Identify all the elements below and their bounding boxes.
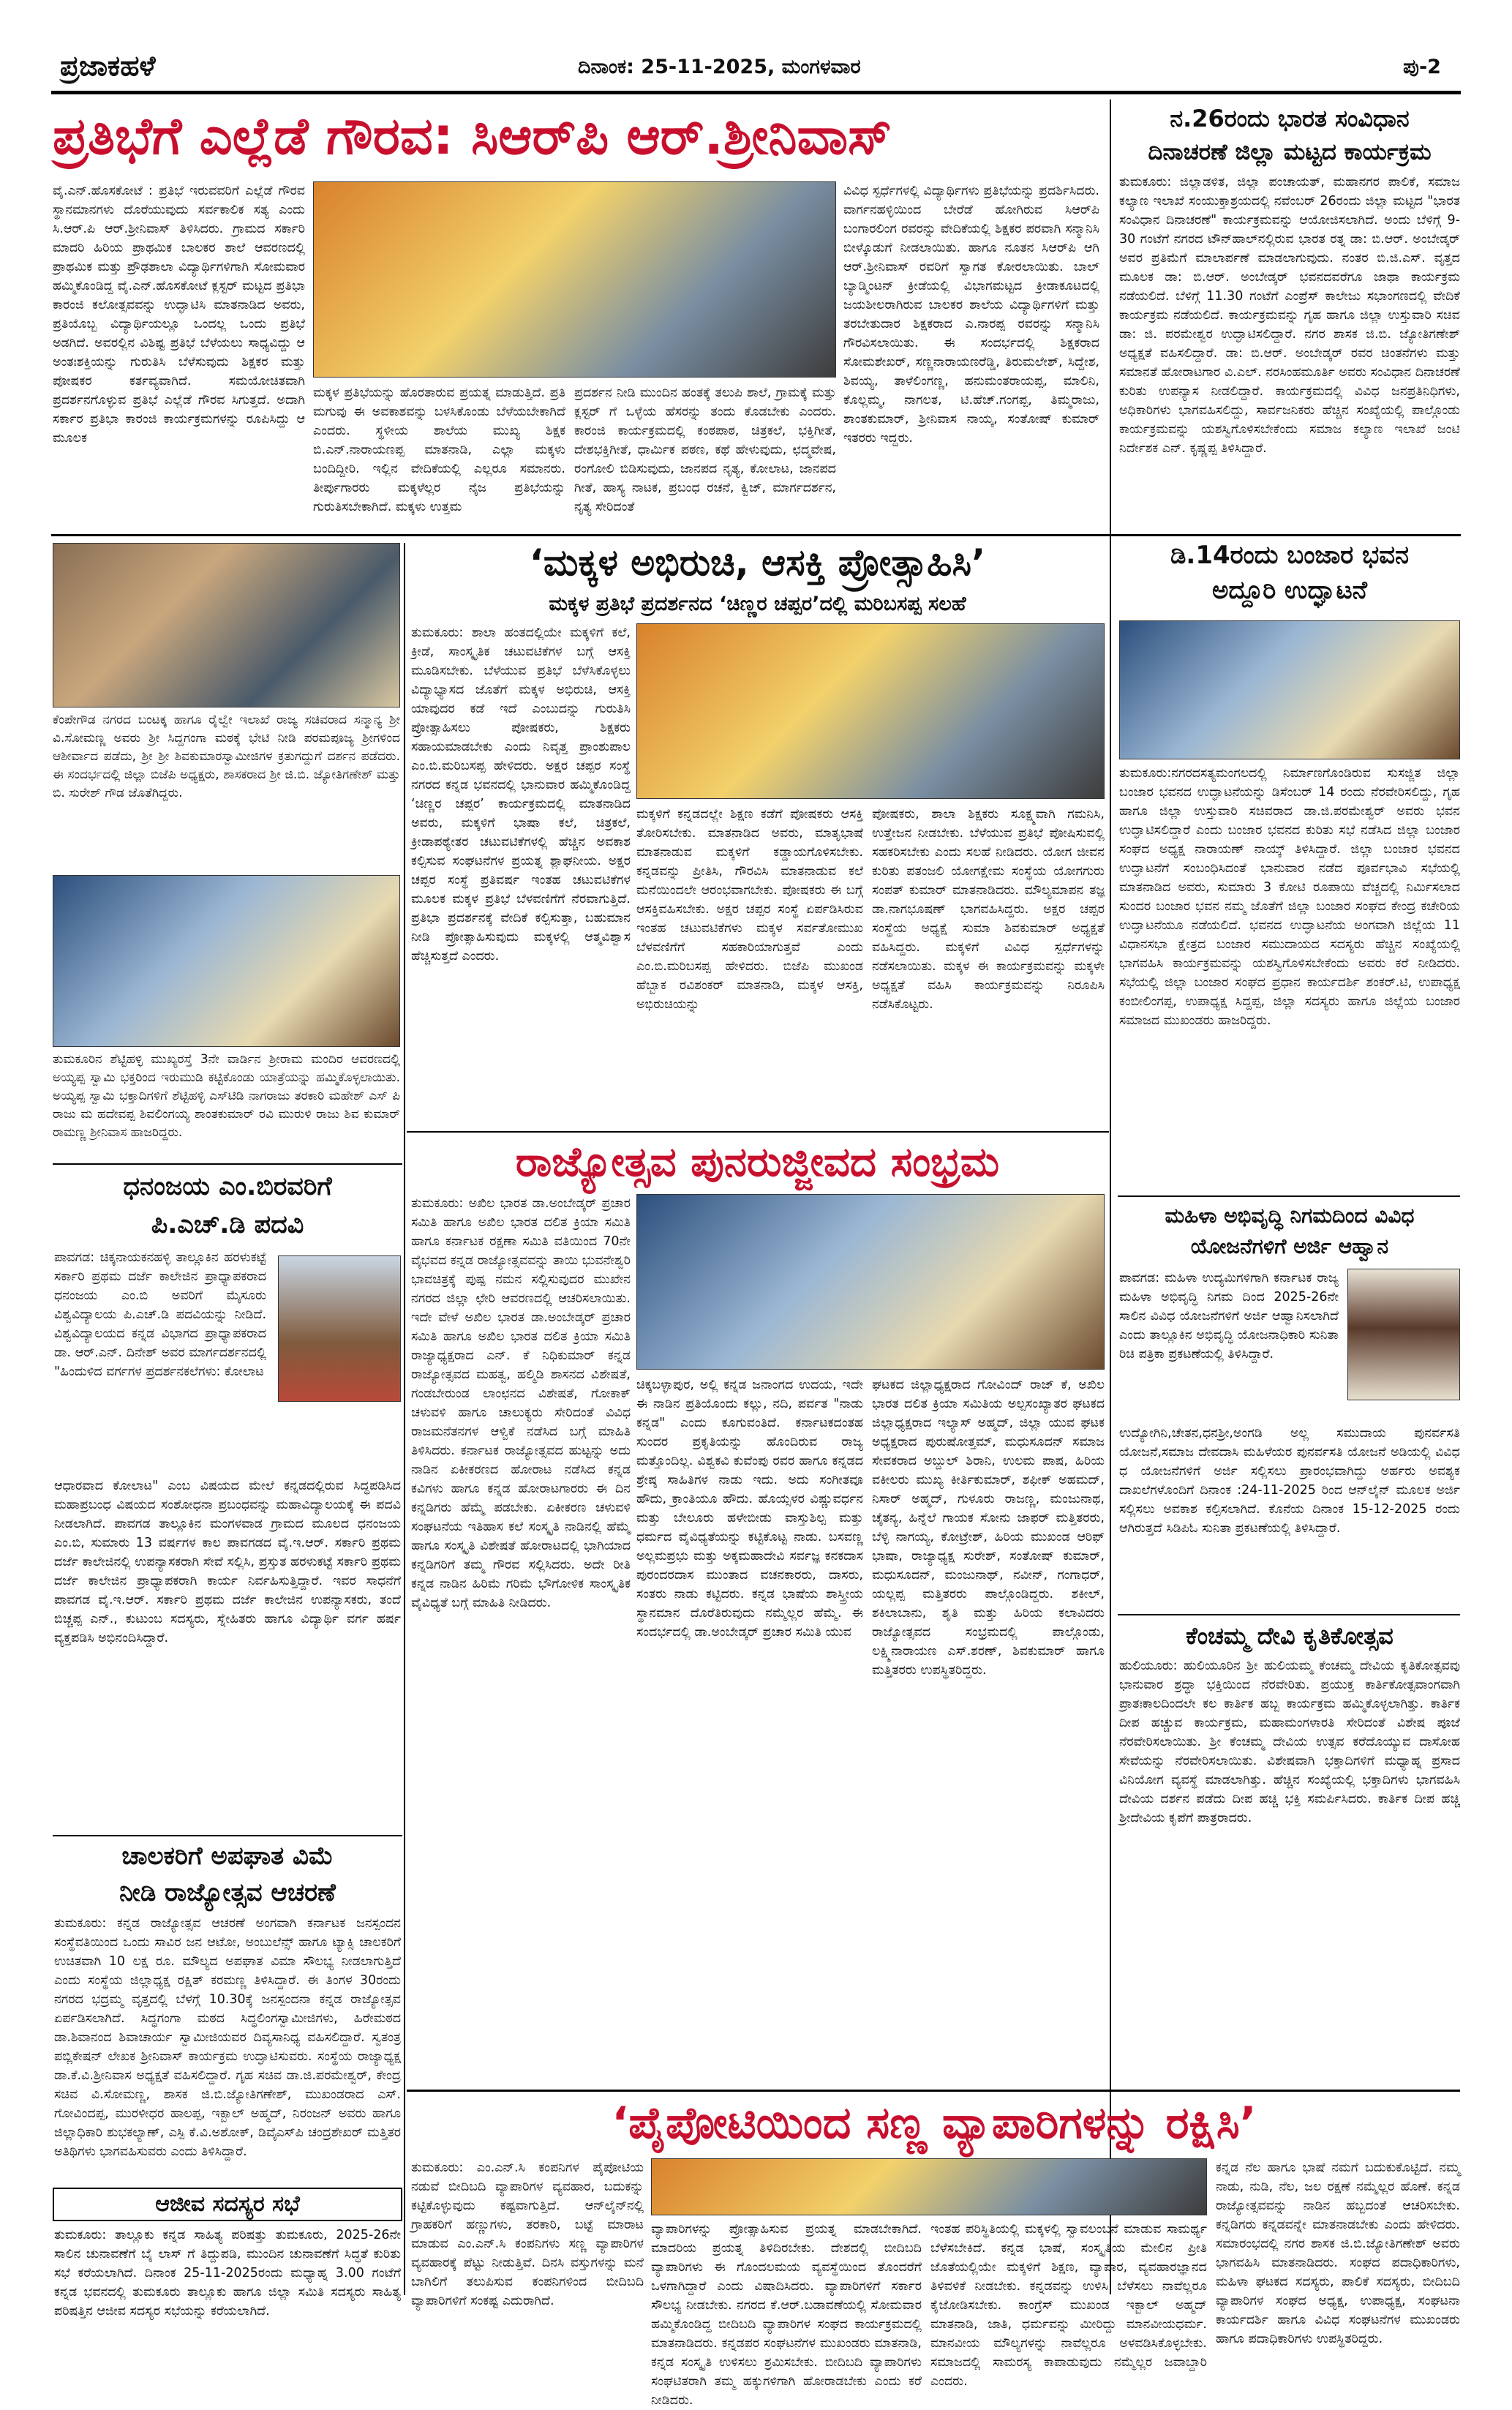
- traders-col3: ಕನ್ನಡ ನೆಲ ಹಾಗೂ ಭಾಷೆ ನಮಗೆ ಬದುಕುಕೊಟ್ಟಿದೆ. ನಮ್ಮ ನಾಡು, ನುಡಿ, ನೆಲ, ಜಲ ರಕ್ಷಣೆ ನಮ್ಮೆಲ್ಲರ ಹೊಣೆ. ಕನ್ನಡ ರಾಜ್ಯೋತ್ಸವವನ್ನು ನಾಡಿನ ಹಬ್ಬದಂತೆ ಆಚರಿಸಬೇಕು. ಕನ್ನಡಿಗರು ಕನ್ನಡವನ್ನೇ ಮಾತನಾಡಬೇಕು ಎಂದು ಹೇಳಿದರು. ಸಮಾರಂಭದಲ್ಲಿ ನಗರ ಶಾಸಕ ಜಿ.ಬಿ.ಜ್ಯೋತಿಗಣೇಶ್ ಅವರು ಭಾಗವಹಿಸಿ ಮಾತನಾಡಿದರು. ಸಂಘದ ಪದಾಧಿಕಾರಿಗಳು, ಮಹಿಳಾ ಘಟಕದ ಸದಸ್ಯರು, ಪಾಲಿಕೆ ಸದಸ್ಯರು, ಬೀದಿಬದಿ ವ್ಯಾಪಾರಿಗಳ ಸಂಘದ ಅಧ್ಯಕ್ಷ, ಉಪಾಧ್ಯಕ್ಷ, ಸಂಘಟನಾ ಕಾರ್ಯದರ್ಶಿ ಹಾಗೂ ವಿವಿಧ ಸಂಘಟನೆಗಳ ಮುಖಂಡರು ಹಾಗೂ ಪದಾಧಿಕಾರಿಗಳು ಉಪಸ್ಥಿತರಿದ್ದರು.: [1216, 2161, 1460, 2346]
- pratibha-col2: ಮಕ್ಕಳ ಪ್ರತಿಭೆಯನ್ನು ಹೊರತಾರುವ ಪ್ರಯತ್ನ ಮಾಡುತ್ತಿದೆ. ಪ್ರತಿ ಮಗುವು ಈ ಅವಕಾಶವನ್ನು ಬಳಸಿಕೊಂಡು ಬೆಳೆಯಬೇಕಾಗಿದೆ ಎಂದರು. ಸ್ಥಳೀಯ ಶಾಲೆಯ ಮುಖ್ಯ ಶಿಕ್ಷಕ ಬಿ.ಎನ್.ನಾರಾಯಣಪ್ಪ ಮಾತನಾಡಿ, ಎಲ್ಲಾ ಮಕ್ಕಳು ಬಂದಿದ್ದೀರಿ. ಇಲ್ಲಿನ ವೇದಿಕೆಯಲ್ಲಿ ಎಲ್ಲರೂ ಸಮಾನರು. ತೀರ್ಪುಗಾರರು ಮಕ್ಕಳೆಲ್ಲರ ನೈಜ ಪ್ರತಿಭೆಯನ್ನು ಗುರುತಿಸಬೇಕಾಗಿದೆ. ಮಕ್ಕಳು ಉತ್ತಮ: [313, 386, 565, 514]
- makkala-subhead: ಮಕ್ಕಳ ಪ್ರತಿಭೆ ಪ್ರದರ್ಶನದ ‘ಚಿಣ್ಣರ ಚಪ್ಪರ’ದಲ್ಲಿ ಮರಿಬಸಪ್ಪ ಸಲಹೆ: [549, 593, 966, 615]
- banjara-title-2: ಅದ್ದೂರಿ ಉದ್ಘಾಟನೆ: [1212, 576, 1367, 605]
- drivers-body: ತುಮಕೂರು: ಕನ್ನಡ ರಾಜ್ಯೋತ್ಸವ ಆಚರಣೆ ಅಂಗವಾಗಿ ಕರ್ನಾಟಕ ಜನಸ್ಪಂದನ ಸಂಸ್ಥೆವತಿಯಿಂದ ಒಂದು ಸಾವಿರ ಜನ ಆಟೋ, ಅಂಬುಲೆನ್ಸ್ ಹಾಗೂ ಟ್ಯಾಕ್ಸಿ ಚಾಲಕರಿಗೆ ಉಚಿತವಾಗಿ 10 ಲಕ್ಷ ರೂ. ಮೌಲ್ಯದ ಅಪಘಾತ ವಿಮಾ ಸೌಲಭ್ಯ ನೀಡಲಾಗುತ್ತಿದೆ ಎಂದು ಸಂಸ್ಥೆಯ ಜಿಲ್ಲಾಧ್ಯಕ್ಷ ರಕ್ಷಿತ್ ಕರಮಣ್ಣ ತಿಳಿಸಿದ್ದಾರೆ. ಈ ತಿಂಗಳ 30ರಂದು ನಗರದ ಭದ್ರಮ್ಮ ವೃತ್ತದಲ್ಲಿ ಬೆಳಗ್ಗೆ 10.30ಕ್ಕೆ ಜನಸ್ಪಂದನಾ ಕನ್ನಡ ರಾಜ್ಯೋತ್ಸವ ಏರ್ಪಡಿಸಲಾಗಿದೆ. ಸಿದ್ಧಗಂಗಾ ಮಠದ ಸಿದ್ಧಲಿಂಗಸ್ವಾಮೀಜಿಗಳು, ಹಿರೇಮಠದ ಡಾ.ಶಿವಾನಂದ ಶಿವಾಚಾರ್ಯ ಸ್ವಾಮೀಜಿಯವರ ದಿವ್ಯಸಾನಿಧ್ಯ ವಹಿಸಲಿದ್ದಾರೆ. ಸ್ವತಂತ್ರ ಪಬ್ಲಿಕೇಷನ್ ಲೇಖಕ ಶ್ರೀನಿವಾಸ್ ಕಾರ್ಯಕ್ರಮ ಉದ್ಘಾಟಿಸುವರು. ಸಂಸ್ಥೆಯ ರಾಜ್ಯಾಧ್ಯಕ್ಷ ಡಾ.ಕೆ.ವಿ.ಶ್ರೀನಿವಾಸ ಅಧ್ಯಕ್ಷತೆ ವಹಿಸಲಿದ್ದಾರೆ. ಗೃಹ ಸಚಿವ ಡಾ.ಜಿ.ಪರಮೇಶ್ವರ್, ಕೇಂದ್ರ ಸಚಿವ ವಿ.ಸೋಮಣ್ಣ, ಶಾಸಕ ಜಿ.ಬಿ.ಜ್ಯೋತಿಗಣೇಶ್, ಮುಖಂಡರಾದ ಎಸ್. ಗೋವಿಂದಪ್ಪ, ಮುರಳೀಧರ ಹಾಲಪ್ಪ, ಇಕ್ಬಾಲ್ ಅಹ್ಮದ್, ನಿರಂಜನ್ ಅವರು ಹಾಗೂ ಜಿಲ್ಲಾಧಿಕಾರಿ ಶುಭಕಲ್ಯಾಣ್, ಎಸ್ಪಿ ಕೆ.ವಿ.ಅಶೋಕ್, ಡಿವೈಎಸ್‌ಪಿ ಚಂದ್ರಶೇಖರ್ ಮತ್ತಿತರ ಅತಿಥಿಗಳು ಭಾಗವಹಿಸುವರು ಎಂದು ತಿಳಿಸಿದ್ದಾರೆ.: [54, 1916, 401, 2159]
- somanna-caption: ಕೆಂಪೇಗೌಡ ನಗರದ ಬಂಟಕ್ಕ ಹಾಗೂ ರೈಲ್ವೇ ಇಲಾಖೆ ರಾಜ್ಯ ಸಚಿವರಾದ ಸನ್ಮಾನ್ಯ ಶ್ರೀ ವಿ.ಸೋಮಣ್ಣ ಅವರು ಶ್ರೀ ಸಿದ್ದಗಂಗಾ ಮಠಕ್ಕೆ ಭೇಟಿ ನೀಡಿ ಪರಮಪೂಜ್ಯ ಶ್ರೀಗಳಿಂದ ಆಶೀರ್ವಾದ ಪಡೆದು, ಶ್ರೀ ಶ್ರೀ ಶಿವಕುಮಾರಸ್ವಾಮೀಜಿಗಳ ಕ್ರತುಗದ್ದುಗೆ ದರ್ಶನ ಪಡೆದರು. ಈ ಸಂದರ್ಭದಲ್ಲಿ ಜಿಲ್ಲಾ ಬಿಜೆಪಿ ಅಧ್ಯಕ್ಷರು, ಶಾಸಕರಾದ ಶ್ರೀ ಜಿ.ಬಿ. ಜ್ಯೋತಿಗಣೇಶ್ ಮತ್ತು ಬಿ. ಸುರೇಶ್ ಗೌಡ ಜೊತೆಗಿದ್ದರು.: [53, 713, 400, 800]
- drivers-title-2: ನೀಡಿ ರಾಜ್ಯೋತ್ಸವ ಆಚರಣೆ: [119, 1878, 336, 1907]
- makkala-col2: ಮಕ್ಕಳಿಗೆ ಕನ್ನಡದಲ್ಲೇ ಶಿಕ್ಷಣ ಕಡೆಗೆ ಪೋಷಕರು ಆಸಕ್ತಿ ತೋರಿಸಬೇಕು. ಮಾತನಾಡಿದ ಅವರು, ಮಾತೃಭಾಷೆ ಮಾತನಾಡುವ ಮಕ್ಕಳಿಗೆ ಕಡ್ಡಾಯಗೊಳಿಸಬೇಕು. ಕನ್ನಡವನ್ನು ಪ್ರೀತಿಸಿ, ಗೌರವಿಸಿ ಮಾತನಾಡುವ ಕಲೆ ಮನೆಯಿಂದಲೇ ಆರಂಭವಾಗಬೇಕು. ಪೋಷಕರು ಈ ಬಗ್ಗೆ ಆಸಕ್ತಿವಹಿಸಬೇಕು. ಅಕ್ಷರ ಚಪ್ಪರ ಸಂಸ್ಥೆ ಏರ್ಪಡಿಸಿರುವ ಇಂತಹ ಚಟುವಟಿಕೆಗಳು ಮಕ್ಕಳ ಸರ್ವತೋಮುಖ ಬೆಳವಣಿಗೆಗೆ ಸಹಕಾರಿಯಾಗುತ್ತವೆ ಎಂದು ಎಂ.ಬಿ.ಮರಿಬಸಪ್ಪ ಹೇಳಿದರು. ಬಿಜೆಪಿ ಮುಖಂಡ ಹೆಬ್ಬಾಕ ರವಿಶಂಕರ್ ಮಾತನಾಡಿ, ಮಕ್ಕಳ ಆಸಕ್ತಿ, ಅಭಿರುಚಿಯನ್ನು: [636, 807, 863, 1012]
- right-rule-1: [1118, 1195, 1460, 1197]
- row-rule-1: [51, 534, 1461, 536]
- traders-col2: ಇಂತಹ ಪರಿಸ್ಥಿತಿಯಲ್ಲಿ ಮಕ್ಕಳಲ್ಲಿ ಸ್ವಾವಲಂಬನೆ ಮಾಡುವ ಸಾಮರ್ಥ್ಯ ಬೆಳೆಸಬೇಕಿದೆ. ಕನ್ನಡ ಭಾಷೆ, ಸಂಸ್ಕೃತಿಯ ಮೇಲಿನ ಪ್ರೀತಿ ಜೊತೆಯಲ್ಲಿಯೇ ಮಕ್ಕಳಿಗೆ ಶಿಕ್ಷಣ, ವ್ಯಾಪಾರ, ವ್ಯವಹಾರಜ್ಞಾನದ ತಿಳಿವಳಿಕೆ ನೀಡಬೇಕು. ಕನ್ನಡವನ್ನು ಉಳಿಸಿ ಬೆಳೆಸಲು ನಾವೆಲ್ಲರೂ ಕೈಜೋಡಿಸಬೇಕು. ಕಾಂಗ್ರೆಸ್ ಮುಖಂಡ ಇಕ್ಬಾಲ್ ಅಹ್ಮದ್ ಮಾತನಾಡಿ, ಜಾತಿ, ಧರ್ಮವನ್ನು ಮೀರಿದ್ದು ಮಾನವೀಯಧರ್ಮ. ಮಾನವೀಯ ಮೌಲ್ಯಗಳನ್ನು ನಾವೆಲ್ಲರೂ ಅಳವಡಿಸಿಕೊಳ್ಳಬೇಕು. ಸಮಾಜದಲ್ಲಿ ಸಾಮರಸ್ಯ ಕಾಪಾಡುವುದು ನಮ್ಮೆಲ್ಲರ ಜವಾಬ್ದಾರಿ ಎಂದರು.: [930, 2222, 1207, 2389]
- ayyappa-caption: ತುಮಕೂರಿನ ಶೆಟ್ಟಿಹಳ್ಳಿ ಮುಖ್ಯರಸ್ತೆ 3ನೇ ವಾರ್ಡಿನ ಶ್ರೀರಾಮ ಮಂದಿರ ಆವರಣದಲ್ಲಿ ಅಯ್ಯಪ್ಪ ಸ್ವಾಮಿ ಭಕ್ತರಿಂದ ಇರುಮುಡಿ ಕಟ್ಟಿಕೊಂಡು ಯಾತ್ರೆಯನ್ನು ಹಮ್ಮಿಕೊಳ್ಳಲಾಯಿತು. ಅಯ್ಯಪ್ಪ ಸ್ವಾಮಿ ಭಕ್ತಾದಿಗಳಿಗೆ ಶೆಟ್ಟಿಹಳ್ಳಿ ಎಸ್‌ಟಿಡಿ ನಾಗರಾಜು ತರಕಾರಿ ಮಹೇಶ್ ಎಸ್ ಪಿ ರಾಜು ಮ ಹದೇವಪ್ಪ ಶಿವಲಿಂಗಯ್ಯ ಶಾಂತಕುಮಾರ್ ರವಿ ಮುರುಳಿ ರಾಜು ಶಿವ ಕುಮಾರ್ ರಾಮಣ್ಣ ಶ್ರೀನಿವಾಸ ಹಾಜರಿದ್ದರು.: [53, 1052, 400, 1140]
- column-separator-right: [1110, 100, 1111, 2294]
- mahila-body-top: ಪಾವಗಡ: ಮಹಿಳಾ ಉದ್ಯಮಿಗಳಿಗಾಗಿ ಕರ್ನಾಟಕ ರಾಜ್ಯ ಮಹಿಳಾ ಅಭಿವೃದ್ಧಿ ನಿಗಮ ದಿಂದ 2025-26ನೇ ಸಾಲಿನ ವಿವಿಧ ಯೋಜನೆಗಳಿಗೆ ಅರ್ಜಿ ಆಹ್ವಾನಿಸಲಾಗಿದೆ ಎಂದು ತಾಲ್ಲೂಕಿನ ಅಭಿವೃದ್ಧಿ ಯೋಜನಾಧಿಕಾರಿ ಸುನಿತಾ ರಿಚಿ ಪತ್ರಿಕಾ ಪ್ರಕಟಣೆಯಲ್ಲಿ ತಿಳಿಸಿದ್ದಾರೆ.: [1119, 1271, 1339, 1362]
- ajeeva-body: ತುಮಕೂರು: ತಾಲ್ಲೂಕು ಕನ್ನಡ ಸಾಹಿತ್ಯ ಪರಿಷತ್ತು ತುಮಕೂರು, 2025-26ನೇ ಸಾಲಿನ ಚುನಾವಣೆಗೆ ಬೈ ಲಾಸ್ ಗೆ ತಿದ್ದುಪಡಿ, ಮುಂದಿನ ಚುನಾವಣೆಗೆ ಸಿದ್ಧತೆ ಕುರಿತು ಸಭೆ ಕರೆಯಲಾಗಿದೆ. ದಿನಾಂಕ 25-11-2025ರಂದು ಮಧ್ಯಾಹ್ನ 3.00 ಗಂಟೆಗೆ ಕನ್ನಡ ಭವನದಲ್ಲಿ ತುಮಕೂರು ತಾಲ್ಲೂಕು ಹಾಗೂ ಜಿಲ್ಲಾ ಸಮಿತಿ ಸದಸ್ಯರು ಸಾಹಿತ್ಯ ಪರಿಷತ್ತಿನ ಆಜೀವ ಸದಸ್ಯರ ಸಭೆಯನ್ನು ಕರೆಯಲಾಗಿದೆ.: [54, 2228, 401, 2319]
- mahila-body-bottom: ಉದ್ಯೋಗಿನಿ,ಚೇತನ,ಧನಶ್ರೀ,ಅಂಗಡಿ ಅಲ್ಲ ಸಮುದಾಯ ಪುನರ್ವಸತಿ ಯೋಜನೆ,ಸಮಾಜ ದೇವದಾಸಿ ಮಹಿಳೆಯರ ಪುನರ್ವಸತಿ ಯೋಜನೆ ಅಡಿಯಲ್ಲಿ ವಿವಿಧ ಧ ಯೋಜನೆಗಳಿಗೆ ಅರ್ಜಿ ಸಲ್ಲಿಸಲು ಪ್ರಾರಂಭವಾಗಿದ್ದು ಅರ್ಹರು ಅವಶ್ಯಕ ದಾಖಲೆಗಳೊಂದಿಗೆ ದಿನಾಂಕ :24-11-2025 ರಿಂದ ಆನ್‌ಲೈನ್ ಮೂಲಕ ಅರ್ಜಿ ಸಲ್ಲಿಸಲು ಅವಕಾಶ ಕಲ್ಪಿಸಲಾಗಿದೆ. ಕೊನೆಯ ದಿನಾಂಕ 15-12-2025 ರಂದು ಆಗಿರುತ್ತದೆ ಸಿಡಿಪಿಓ ಸುನಿತಾ ಪ್ರಕಟಣೆಯಲ್ಲಿ ತಿಳಿಸಿದ್ದಾರೆ.: [1119, 1426, 1460, 1536]
- rajyotsava-col3: ಘಟಕದ ಜಿಲ್ಲಾಧ್ಯಕ್ಷರಾದ ಗೋವಿಂದ್ ರಾಜ್ ಕೆ, ಅಖಿಲ ಭಾರತ ದಲಿತ ಕ್ರಿಯಾ ಸಮಿತಿಯ ಅಲ್ಪಸಂಖ್ಯಾತರ ಘಟಕದ ಜಿಲ್ಲಾಧ್ಯಕ್ಷರಾದ ಇಲ್ಯಾಸ್ ಅಹ್ಮದ್, ಜಿಲ್ಲಾ ಯುವ ಘಟಕ ಅಧ್ಯಕ್ಷರಾದ ಪುರುಷೋತ್ತಮ್, ಮಧುಸೂದನ್ ಸಮಾಜ ಸೇವಕರಾದ ಅಬ್ದುಲ್ ಶಿರಾನಿ, ಉಲಮ ಪಾಷ, ಹಿರಿಯ ವಕೀಲರು ಮುಖ್ಯ ಕೀರ್ತಿಕುಮಾರ್, ಶಫೀಕ್ ಅಹಮದ್, ನಿಸಾರ್ ಅಹ್ಮದ್, ಗುಳೂರು ರಾಜಣ್ಣ, ಮಂಜುನಾಥ, ಚೈತನ್ಯ, ಹಿನ್ನೆಲೆ ಗಾಯಕ ಸೋನು ಜಾಫರ್ ಮತ್ತಿತರರು, ಬೆಳ್ಳಿ ನಾಗಯ್ಯ, ಕೋಟ್ರೇಶ್, ಹಿರಿಯ ಮುಖಂಡ ಆರಿಫ್ ಭಾಷಾ, ರಾಜ್ಯಾಧ್ಯಕ್ಷ ಸುರೇಶ್, ಸಂತೋಷ್ ಕುಮಾರ್, ಮಧುಸೂದನ್, ಮಂಜುನಾಥ್, ನವೀನ್, ಗಂಗಾಧರ್, ಯಲ್ಲಪ್ಪ ಮತ್ತಿತರರು ಪಾಲ್ಗೊಂಡಿದ್ದರು. ಶಕೀಲ್, ಶಕಿಲಾಬಾನು, ಶೃತಿ ಮತ್ತು ಹಿರಿಯ ಕಲಾವಿದರು ರಾಜ್ಯೋತ್ಸವದ ಸಂಭ್ರಮದಲ್ಲಿ ಪಾಲ್ಗೊಂಡು, ಲಕ್ಷ್ಮಿನಾರಾಯಣ ಎಸ್.ಶರಣ್, ಶಿವಕುಮಾರ್ ಹಾಗೂ ಮತ್ತಿತರರು ಉಪಸ್ಥಿತರಿದ್ದರು.: [872, 1378, 1105, 1678]
- rajyotsava-col1: ತುಮಕೂರು: ಅಖಿಲ ಭಾರತ ಡಾ.ಅಂಬೇಡ್ಕರ್ ಪ್ರಚಾರ ಸಮಿತಿ ಹಾಗೂ ಅಖಿಲ ಭಾರತ ದಲಿತ ಕ್ರಿಯಾ ಸಮಿತಿ ಹಾಗೂ ಕರ್ನಾಟಕ ರಕ್ಷಣಾ ಸಮಿತಿ ವತಿಯಿಂದ 70ನೇ ವೈಭವದ ಕನ್ನಡ ರಾಜ್ಯೋತ್ಸವವನ್ನು ತಾಯಿ ಭುವನೇಶ್ವರಿ ಭಾವಚಿತ್ರಕ್ಕೆ ಪುಷ್ಪ ನಮನ ಸಲ್ಲಿಸುವುದರ ಮುಖೇನ ನಗರದ ಜಿಲ್ಲಾ ಛೇರಿ ಆವರಣದಲ್ಲಿ ಆಚರಿಸಲಾಯಿತು. ಇದೇ ವೇಳೆ ಅಖಿಲ ಭಾರತ ಡಾ.ಅಂಬೇಡ್ಕರ್ ಪ್ರಚಾರ ಸಮಿತಿ ಹಾಗೂ ಅಖಿಲ ಭಾರತ ದಲಿತ ಕ್ರಿಯಾ ಸಮಿತಿ ರಾಜ್ಯಾಧ್ಯಕ್ಷರಾದ ಎನ್. ಕೆ ನಿಧಿಕುಮಾರ್ ಕನ್ನಡ ರಾಜ್ಯೋತ್ಸವದ ಮಹತ್ವ, ಹಲ್ಮಿಡಿ ಶಾಸನದ ವಿಶೇಷತೆ, ಗಂಡಬೇರುಂಡ ಲಾಂಛನದ ವಿಶೇಷತೆ, ಗೋಕಾಕ್ ಚಳುವಳಿ ಹಾಗೂ ಚಾಲುಕ್ಯರು ಸೇರಿದಂತೆ ವಿವಿಧ ರಾಜಮನೆತನಗಳ ಆಳ್ವಿಕೆ ನಡೆಸಿದ ಬಗ್ಗೆ ಮಾಹಿತಿ ತಿಳಿಸಿದರು. ಕರ್ನಾಟಕ ರಾಜ್ಯೋತ್ಸವದ ಹುಟ್ಟನ್ನು ಅದು ನಾಡಿನ ಏಕೀಕರಣದ ಹೋರಾಟ ನಡೆಸಿದ ಕನ್ನಡ ಕವಿಗಳು ಹಾಗೂ ಕನ್ನಡ ಹೋರಾಟಗಾರರು ಈ ದಿನ ಕನ್ನಡಿಗರು ಹೆಮ್ಮೆ ಪಡಬೇಕು. ಏಕೀಕರಣ ಚಳುವಳಿ ಸಂಘಟನೆಯ ಇತಿಹಾಸ ಕಲೆ ಸಂಸ್ಕೃತಿ ನಾಡಿನಲ್ಲಿ ಹೆಮ್ಮೆ ಹಾಗೂ ಸಂಸ್ಕೃತಿ ವಿಶೇಷತೆ ಹೋರಾಟದಲ್ಲಿ ಭಾಗಿಯಾದ ಕನ್ನಡಿಗರಿಗೆ ತಮ್ಮ ಗೌರವ ಸಲ್ಲಿಸಿದರು. ಅದೇ ರೀತಿ ಕನ್ನಡ ನಾಡಿನ ಹಿರಿಮೆ ಗರಿಮೆ ಭೌಗೋಳಿಕ ಸಾಂಸ್ಕೃತಿಕ ವೈವಿಧ್ಯತೆ ಬಗ್ಗೆ ಮಾಹಿತಿ ನೀಡಿದರು.: [411, 1196, 631, 1610]
- drivers-title-1: ಚಾಲಕರಿಗೆ ಅಪಘಾತ ವಿಮೆ: [121, 1842, 334, 1871]
- headline-rajyotsava: ರಾಜ್ಯೋತ್ಸವ ಪುನರುಜ್ಜೀವದ ಸಂಭ್ರಮ: [515, 1138, 1000, 1186]
- kenchamma-title: ಕೆಂಚಮ್ಮ ದೇವಿ ಕೃತಿಕೋತ್ಸವ: [1186, 1622, 1393, 1650]
- constitution-title-1: ನ.26ರಂದು ಭಾರತ ಸಂವಿಧಾನ: [1170, 105, 1410, 132]
- page-number: ಪು-2: [1403, 56, 1441, 78]
- pratibha-col1: ವೈ.ಎನ್.ಹೊಸಕೋಟೆ : ಪ್ರತಿಭೆ ಇರುವವರಿಗೆ ಎಲ್ಲೆಡೆ ಗೌರವ ಸ್ಥಾನಮಾನಗಳು ದೊರೆಯುವುದು ಸರ್ವಕಾಲಿಕ ಸತ್ಯ ಎಂದು ಸಿ.ಆರ್.ಪಿ ಆರ್.ಶ್ರೀನಿವಾಸ್ ತಿಳಿಸಿದರು. ಗ್ರಾಮದ ಸರ್ಕಾರಿ ಮಾದರಿ ಹಿರಿಯ ಪ್ರಾಥಮಿಕ ಬಾಲಕರ ಶಾಲೆ ಆವರಣದಲ್ಲಿ ಪ್ರಾಥಮಿಕ ಮತ್ತು ಪ್ರೌಢಶಾಲಾ ವಿದ್ಯಾರ್ಥಿಗಳಿಗಾಗಿ ಸೋಮವಾರ ಹಮ್ಮಿಕೊಂಡಿದ್ದ ವೈ.ಎನ್.ಹೊಸಕೋಟೆ ಕ್ಲಸ್ಟರ್ ಮಟ್ಟದ ಪ್ರತಿಭಾ ಕಾರಂಜಿ ಕಲೋತ್ಸವವನ್ನು ಉದ್ಘಾಟಿಸಿ ಮಾತನಾಡಿದ ಅವರು, ಪ್ರತಿಯೊಬ್ಬ ವಿದ್ಯಾರ್ಥಿಯಲ್ಲೂ ಒಂದಲ್ಲ ಒಂದು ಪ್ರತಿಭೆ ಅಡಗಿದೆ. ಅವರಲ್ಲಿನ ವಿಶಿಷ್ಟ ಪ್ರತಿಭೆ ಬೆಳೆಯಲು ಸಾಧ್ಯವಿದ್ದು ಆ ಅಂತಃಶಕ್ತಿಯನ್ನು ಗುರುತಿಸಿ ಬೆಳೆಸುವುದು ಶಿಕ್ಷಕರ ಮತ್ತು ಪೋಷಕರ ಕರ್ತವ್ಯವಾಗಿದೆ. ಸಮಯೋಚಿತವಾಗಿ ಪ್ರದರ್ಶನಗೊಳ್ಳುವ ಪ್ರತಿಭೆ ಎಲ್ಲೆಡೆ ಗೌರವ ಸಿಗುತ್ತದೆ. ಅದಾಗಿ ಸರ್ಕಾರ ಪ್ರತಿಭಾ ಕಾರಂಜಿ ಕಾರ್ಯಕ್ರಮಗಳನ್ನು ರೂಪಿಸಿದ್ದು ಆ ಮೂಲಕ: [53, 184, 305, 446]
- issue-date: ದಿನಾಂಕ: 25-11-2025, ಮಂಗಳವಾರ: [578, 56, 861, 78]
- pratibha-photo: [313, 181, 836, 378]
- row-rule-traders: [407, 2090, 1460, 2092]
- phd-body-top: ಪಾವಗಡ: ಚಿಕ್ಕನಾಯಕನಹಳ್ಳಿ ತಾಲ್ಲೂಕಿನ ಹರಳುಕಟ್ಟೆ ಸರ್ಕಾರಿ ಪ್ರಥಮ ದರ್ಜೆ ಕಾಲೇಜಿನ ಪ್ರಾಧ್ಯಾಪಕರಾದ ಧನಂಜಯ ಎಂ.ಬಿ ಅವರಿಗೆ ಮೈಸೂರು ವಿಶ್ವವಿದ್ಯಾಲಯ ಪಿ.ಎಚ್.ಡಿ ಪದವಿಯನ್ನು ನೀಡಿದೆ. ವಿಶ್ವವಿದ್ಯಾಲಯದ ಕನ್ನಡ ವಿಭಾಗದ ಪ್ರಾಧ್ಯಾಪಕರಾದ ಡಾ. ಆರ್.ಎನ್. ದಿನೇಶ್ ಅವರ ಮಾರ್ಗದರ್ಶನದಲ್ಲಿ "ಹಿಂದುಳಿದ ವರ್ಗಗಳ ಪ್ರದರ್ಶನಕಲೆಗಳು: ಕೋಲಾಟ: [54, 1250, 266, 1379]
- kenchamma-body: ಹುಲಿಯೂರು: ಹುಲಿಯೂರಿನ ಶ್ರೀ ಹುಲಿಯಮ್ಮ ಕೆಂಚಮ್ಮ ದೇವಿಯ ಕೃತಿಕೋತ್ಸವವು ಭಾನುವಾರ ಶ್ರದ್ಧಾ ಭಕ್ತಿಯಿಂದ ನೆರವೇರಿತು. ಪ್ರಯುಕ್ತ ಕಾರ್ತಿಕೋತ್ಸವಾಂಗವಾಗಿ ಪ್ರಾತಃಕಾಲದಿಂದಲೇ ಕಲ ಕಾರ್ತಿಕ ಹಬ್ಬ ಕಾರ್ಯಕ್ರಮ ಹಮ್ಮಿಕೊಳ್ಳಲಾಗಿತ್ತು. ಕಾರ್ತಿಕ ದೀಪ ಹಚ್ಚುವ ಕಾರ್ಯಕ್ರಮ, ಮಹಾಮಂಗಳಾರತಿ ಸೇರಿದಂತೆ ವಿಶೇಷ ಪೂಜೆ ನೆರವೇರಿಸಲಾಯಿತು. ಶ್ರೀ ಕೆಂಚಮ್ಮ ದೇವಿಯ ಉತ್ಸವ ಕರೆದೊಯ್ಯುವ ದಾಸೋಹ ಸೇವೆಯನ್ನು ನೆರವೇರಿಸಲಾಯಿತು. ವಿಶೇಷವಾಗಿ ಭಕ್ತಾದಿಗಳಿಗೆ ಮಧ್ಯಾಹ್ನ ಪ್ರಸಾದ ವಿನಿಯೋಗ ವ್ಯವಸ್ಥೆ ಮಾಡಲಾಗಿತ್ತು. ಹೆಚ್ಚಿನ ಸಂಖ್ಯೆಯಲ್ಲಿ ಭಕ್ತಾದಿಗಳು ಭಾಗವಹಿಸಿ ದೇವಿಯ ದರ್ಶನ ಪಡೆದು ದೀಪ ಹಚ್ಚಿ ಭಕ್ತಿ ಸಮರ್ಪಿಸಿದರು. ಕಾರ್ತಿಕ ದೀಪ ಹಚ್ಚಿ ಶ್ರೀದೇವಿಯ ಕೃಪೆಗೆ ಪಾತ್ರರಾದರು.: [1119, 1659, 1460, 1825]
- left-rule-1: [53, 1163, 402, 1165]
- pratibha-col4: ವಿವಿಧ ಸ್ಪರ್ಧೆಗಳಲ್ಲಿ ವಿದ್ಯಾರ್ಥಿಗಳು ಪ್ರತಿಭೆಯನ್ನು ಪ್ರದರ್ಶಿಸಿದರು. ವಾರ್ಗನಹಳ್ಳಿಯಿಂದ ಬೇರೆಡೆ ಹೋಗಿರುವ ಸಿಆರ್‌ಪಿ ಬಂಗಾರಲಿಂಗ ರವರನ್ನು ವೇದಿಕೆಯಲ್ಲಿ ಶಿಕ್ಷಕರ ಪರವಾಗಿ ಸನ್ಮಾನಿಸಿ ಬೀಳ್ಕೊಡುಗೆ ನೀಡಲಾಯಿತು. ಹಾಗೂ ನೂತನ ಸಿಆರ್‌ಪಿ ಆಗಿ ಆರ್.ಶ್ರೀನಿವಾಸ್ ರವರಿಗೆ ಸ್ವಾಗತ ಕೋರಲಾಯಿತು. ಬಾಲ್ ಬ್ಯಾಡ್ಮಿಂಟನ್ ಕ್ರೀಡೆಯಲ್ಲಿ ವಿಭಾಗಮಟ್ಟದ ಕ್ರೀಡಾಕೂಟದಲ್ಲಿ ಜಯಶೀಲರಾಗಿರುವ ಬಾಲಕರ ಶಾಲೆಯ ವಿದ್ಯಾರ್ಥಿಗಳಿಗೆ ಮತ್ತು ತರಬೇತುದಾರ ಶಿಕ್ಷಕರಾದ ಎ.ನಾರಪ್ಪ ರವರನ್ನು ಸನ್ಮಾನಿಸಿ ಗೌರವಿಸಲಾಯಿತು. ಈ ಸಂದರ್ಭದಲ್ಲಿ ಶಿಕ್ಷಕರಾದ ಸೋಮಶೇಖರ್, ಸಣ್ಣನಾರಾಯಣರೆಡ್ಡಿ, ತಿರುಮಲೇಶ್, ಸಿದ್ದೇಶ, ಶಿವಯ್ಯ, ತಾಳೆಲಿಂಗಣ್ಣ, ಹನುಮಂತರಾಯಪ್ಪ, ಮಾಲಿನಿ, ಕೊಲ್ಲಮ್ಮ, ನಾಗಲತ, ಟಿ.ಹೆಚ್.ಗಂಗಪ್ಪ, ತಿಮ್ಮರಾಜು, ಶಾಂತಕುಮಾರ್, ಶ್ರೀನಿವಾಸ ನಾಯ್ಕ, ಸಂತೋಷ್ ಕುಮಾರ್ ಇತರರು ಇದ್ದರು.: [843, 184, 1099, 446]
- right-rule-2: [1118, 1614, 1460, 1615]
- ayyappa-photo: [53, 875, 400, 1047]
- mahila-title-2: ಯೋಜನೆಗಳಿಗೆ ಅರ್ಜಿ ಆಹ್ವಾನ: [1190, 1234, 1389, 1258]
- phd-title-1: ಧನಂಜಯ ಎಂ.ಬಿರವರಿಗೆ: [123, 1172, 332, 1201]
- banjara-photo: [1119, 620, 1460, 759]
- column-separator-left: [404, 543, 405, 2295]
- dhananjaya-portrait: [278, 1255, 401, 1402]
- makkala-col1: ತುಮಕೂರು: ಶಾಲಾ ಹಂತದಲ್ಲಿಯೇ ಮಕ್ಕಳಿಗೆ ಕಲೆ, ಕ್ರೀಡೆ, ಸಾಂಸ್ಕೃತಿಕ ಚಟುವಟಿಕೆಗಳ ಬಗ್ಗೆ ಆಸಕ್ತಿ ಮೂಡಿಸಬೇಕು. ಬೆಳೆಯುವ ಪ್ರತಿಭೆ ಬೆಳೆಸಿಕೊಳ್ಳಲು ವಿದ್ಯಾಭ್ಯಾಸದ ಜೊತೆಗೆ ಮಕ್ಕಳ ಅಭಿರುಚಿ, ಆಸಕ್ತಿ ಯಾವುದರ ಕಡೆ ಇದೆ ಎಂಬುದನ್ನು ಗುರುತಿಸಿ ಪ್ರೋತ್ಸಾಹಿಸಲು ಪೋಷಕರು, ಶಿಕ್ಷಕರು ಸಹಾಯಮಾಡಬೇಕು ಎಂದು ನಿವೃತ್ತ ಪ್ರಾಂಶುಪಾಲ ಎಂ.ಬಿ.ಮರಿಬಸಪ್ಪ ಹೇಳಿದರು. ಅಕ್ಷರ ಚಪ್ಪರ ಸಂಸ್ಥೆ ನಗರದ ಕನ್ನಡ ಭವನದಲ್ಲಿ ಭಾನುವಾರ ಹಮ್ಮಿಕೊಂಡಿದ್ದ ‘ಚಿಣ್ಣರ ಚಪ್ಪರ’ ಕಾರ್ಯಕ್ರಮದಲ್ಲಿ ಮಾತನಾಡಿದ ಅವರು, ಮಕ್ಕಳಿಗೆ ಭಾಷಾ ಕಲೆ, ಚಿತ್ರಕಲೆ, ಕ್ರೀಡಾಪಠ್ಯೇತರ ಚಟುವಟಿಕೆಗಳಲ್ಲಿ ಹೆಚ್ಚಿನ ಅವಕಾಶ ಕಲ್ಪಿಸುವ ಸಂಘಟನೆಗಳ ಪ್ರಯತ್ನ ಶ್ಲಾಘನೀಯ. ಅಕ್ಷರ ಚಪ್ಪರ ಸಂಸ್ಥೆ ಪ್ರತಿವರ್ಷ ಇಂತಹ ಚಟುವಟಿಕೆಗಳ ಮೂಲಕ ಮಕ್ಕಳ ಪ್ರತಿಭೆ ಬೆಳವಣಿಗೆಗೆ ನೆರವಾಗುತ್ತಿದೆ. ಪ್ರತಿಭಾ ಪ್ರದರ್ಶನಕ್ಕೆ ವೇದಿಕೆ ಕಲ್ಪಿಸುತ್ತಾ, ಬಹುಮಾನ ನೀಡಿ ಪ್ರೋತ್ಸಾಹಿಸುವುದು ಮಕ್ಕಳಲ್ಲಿ ಆತ್ಮವಿಶ್ವಾಸ ಹೆಚ್ಚಿಸುತ್ತದೆ ಎಂದರು.: [411, 626, 631, 964]
- masthead-rule: [51, 91, 1461, 94]
- mid-rule-1: [407, 1131, 1109, 1133]
- traders-photo: [651, 2158, 1207, 2215]
- rajyotsava-photo: [636, 1194, 1105, 1370]
- traders-col1-bottom: ವ್ಯಾಪಾರಿಗಳನ್ನು ಪ್ರೋತ್ಸಾಹಿಸುವ ಪ್ರಯತ್ನ ಮಾಡಬೇಕಾಗಿದೆ. ಮಾದರಿಯ ಪ್ರಯತ್ನ ತಿಳಿದಿರಬೇಕು. ದೇಶದಲ್ಲಿ ಬೀದಿಬದಿ ವ್ಯಾಪಾರಿಗಳು ಈ ಗೊಂದಲಮಯ ವ್ಯವಸ್ಥೆಯಿಂದ ತೊಂದರೆಗೆ ಒಳಗಾಗಿದ್ದಾರೆ ಎಂದು ವಿಷಾದಿಸಿದರು. ವ್ಯಾಪಾರಿಗಳಿಗೆ ಸರ್ಕಾರ ಸೌಲಭ್ಯ ನೀಡಬೇಕು. ನಗರದ ಕೆ.ಆರ್.ಬಡಾವಣೆಯಲ್ಲಿ ಸೋಮವಾರ ಹಮ್ಮಿಕೊಂಡಿದ್ದ ಬೀದಿಬದಿ ವ್ಯಾಪಾರಿಗಳ ಸಂಘದ ಕಾರ್ಯಕ್ರಮದಲ್ಲಿ ಮಾತನಾಡಿದರು. ಕನ್ನಡಪರ ಸಂಘಟನೆಗಳ ಮುಖಂಡರು ಮಾತನಾಡಿ, ಕನ್ನಡ ಸಂಸ್ಕೃತಿ ಉಳಿಸಲು ಶ್ರಮಿಸಬೇಕು. ಬೀದಿಬದಿ ವ್ಯಾಪಾರಿಗಳು ಸಂಘಟಿತರಾಗಿ ತಮ್ಮ ಹಕ್ಕುಗಳಿಗಾಗಿ ಹೋರಾಡಬೇಕು ಎಂದು ಕರೆ ನೀಡಿದರು.: [651, 2222, 922, 2408]
- mahila-title-1: ಮಹಿಳಾ ಅಭಿವೃದ್ಧಿ ನಿಗಮದಿಂದ ವಿವಿಧ: [1165, 1204, 1415, 1228]
- banjara-body: ತುಮಕೂರು:ನಗರದಸತ್ಯಮಂಗಲದಲ್ಲಿ ನಿರ್ಮಾಣಗೊಂಡಿರುವ ಸುಸಜ್ಜಿತ ಜಿಲ್ಲಾ ಬಂಜಾರ ಭವನದ ಉದ್ಘಾಟನೆಯನ್ನು ಡಿಸೆಂಬರ್ 14 ರಂದು ನೆರವೇರಿಸಲಿದ್ದು, ಗೃಹ ಹಾಗೂ ಜಿಲ್ಲಾ ಉಸ್ತುವಾರಿ ಸಚಿವರಾದ ಡಾ.ಜಿ.ಪರಮೇಶ್ವರ್ ಅವರು ಭವನ ಉದ್ಘಾಟಿಸಲಿದ್ದಾರೆ ಎಂದು ಬಂಜಾರ ಭವನದ ಕುರಿತು ಸಭೆ ನಡೆಸಿದ ಜಿಲ್ಲಾ ಬಂಜಾರ ಸಂಘದ ಅಧ್ಯಕ್ಷ ನಾರಾಯಣ್ ನಾಯ್ಕ್ ತಿಳಿಸಿದ್ದಾರೆ. ಜಿಲ್ಲಾ ಬಂಜಾರ ಭವನದ ಉದ್ಘಾಟನೆಗೆ ಸಂಬಂಧಿಸಿದಂತೆ ಭಾನುವಾರ ನಡೆದ ಪೂರ್ವಭಾವಿ ಸಭೆಯಲ್ಲಿ ಮಾತನಾಡಿದ ಅವರು, ಸುಮಾರು 3 ಕೋಟಿ ರೂಪಾಯಿ ವೆಚ್ಚದಲ್ಲಿ ನಿರ್ಮಿಸಲಾದ ಸುಂದರ ಬಂಜಾರ ಭವನ ನಮ್ಮ ಜೊತೆಗೆ ಜಿಲ್ಲಾ ಬಂಜಾರ ಸಂಘದ ಕೇಂದ್ರ ಕಚೇರಿಯ ಉದ್ಘಾಟನೆಯೂ ನಡೆಯಲಿದೆ. ಭವನದ ಉದ್ಘಾಟನೆಯ ಅಂಗವಾಗಿ ಜಿಲ್ಲೆಯ 11 ವಿಧಾನಸಭಾ ಕ್ಷೇತ್ರದ ಬಂಜಾರ ಸಮುದಾಯದ ಸದಸ್ಯರು ಹೆಚ್ಚಿನ ಸಂಖ್ಯೆಯಲ್ಲಿ ಭಾಗವಹಿಸಿ ಕಾರ್ಯಕ್ರಮವನ್ನು ಯಶಸ್ವಿಗೊಳಿಸಬೇಕೆಂದು ಅವರು ಕರೆ ನೀಡಿದರು. ಸಭೆಯಲ್ಲಿ ಜಿಲ್ಲಾ ಬಂಜಾರ ಸಂಘದ ಪ್ರಧಾನ ಕಾರ್ಯದರ್ಶಿ ಶಂಕರ್.ಟಿ, ಉಪಾಧ್ಯಕ್ಷ ಕಂಬೀಲಿಂಗಪ್ಪ, ಉಪಾಧ್ಯಕ್ಷ ಸಿದ್ದಪ್ಪ, ಜಿಲ್ಲಾ ಸದಸ್ಯರು ಹಾಗೂ ಜಿಲ್ಲೆಯ ಬಂಜಾರ ಸಮಾಜದ ಮುಖಂಡರು ಹಾಜರಿದ್ದರು.: [1119, 766, 1460, 1028]
- makkala-col3: ಪೋಷಕರು, ಶಾಲಾ ಶಿಕ್ಷಕರು ಸೂಕ್ಷ್ಮವಾಗಿ ಗಮನಿಸಿ, ಉತ್ತೇಜನ ನೀಡಬೇಕು. ಬೆಳೆಯುವ ಪ್ರತಿಭೆ ಪೋಷಿಸುವಲ್ಲಿ ಸಹಕರಿಸಬೇಕು ಎಂದು ಸಲಹೆ ನೀಡಿದರು. ಯೋಗ ಜೀವನ ಕುರಿತು ಪತಂಜಲಿ ಯೋಗಕ್ಷೇಮ ಸಂಸ್ಥೆಯ ಯೋಗಗುರು ಸಂಪತ್ ಕುಮಾರ್ ಮಾತನಾಡಿದರು. ಮೌಲ್ಯಮಾಪನ ತಜ್ಞ ಡಾ.ನಾಗಭೂಷಣ್ ಭಾಗವಹಿಸಿದ್ದರು. ಅಕ್ಷರ ಚಪ್ಪರ ಸಂಸ್ಥೆಯ ಅಧ್ಯಕ್ಷೆ ಸುಮಾ ಶಿವಕುಮಾರ್ ಅಧ್ಯಕ್ಷತೆ ವಹಿಸಿದ್ದರು. ಮಕ್ಕಳಿಗೆ ವಿವಿಧ ಸ್ಪರ್ಧೆಗಳನ್ನು ನಡೆಸಲಾಯಿತು. ಮಕ್ಕಳ ಈ ಕಾರ್ಯಕ್ರಮವನ್ನು ಮಕ್ಕಳೇ ಅಧ್ಯಕ್ಷತೆ ವಹಿಸಿ ಕಾರ್ಯಕ್ರಮವನ್ನು ನಿರೂಪಿಸಿ ನಡೆಸಿಕೊಟ್ಟರು.: [872, 807, 1105, 1012]
- banjara-title-1: ಡಿ.14ರಂದು ಬಂಜಾರ ಭವನ: [1170, 541, 1410, 570]
- phd-body-bottom: ಆಧಾರವಾದ ಕೋಲಾಟ" ಎಂಬ ವಿಷಯದ ಮೇಲೆ ಕನ್ನಡದಲ್ಲಿರುವ ಸಿದ್ಧಪಡಿಸಿದ ಮಹಾಪ್ರಬಂಧ ವಿಷಯದ ಸಂಶೋಧನಾ ಪ್ರಬಂಧವನ್ನು ಮಹಾವಿದ್ಯಾಲಯಕ್ಕೆ ಈ ಪದವಿ ನೀಡಲಾಗಿದೆ. ಪಾವಗಡ ತಾಲ್ಲೂಕಿನ ಮಂಗಳವಾಡ ಗ್ರಾಮದ ಮೂಲದ ಧನಂಜಯ ಎಂ.ಬಿ, ಸುಮಾರು 13 ವರ್ಷಗಳ ಕಾಲ ಪಾವಗಡದ ವೈ.ಇ.ಆರ್. ಸರ್ಕಾರಿ ಪ್ರಥಮ ದರ್ಜೆ ಕಾಲೇಜಿನಲ್ಲಿ ಉಪನ್ಯಾಸಕರಾಗಿ ಸೇವೆ ಸಲ್ಲಿಸಿ, ಪ್ರಸ್ತುತ ಹರಳುಕಟ್ಟೆ ಸರ್ಕಾರಿ ಪ್ರಥಮ ದರ್ಜೆ ಕಾಲೇಜಿನ ಪ್ರಾಧ್ಯಾಪಕರಾಗಿ ಕಾರ್ಯ ನಿರ್ವಹಿಸುತ್ತಿದ್ದಾರೆ. ಇವರ ಸಾಧನೆಗೆ ಪಾವಗಡ ವೈ.ಇ.ಆರ್. ಸರ್ಕಾರಿ ಪ್ರಥಮ ದರ್ಜೆ ಕಾಲೇಜಿನ ಉಪನ್ಯಾಸಕರು, ತಂದೆ ಬಿಚ್ಚಪ್ಪ ಎನ್., ಕುಟುಂಬ ಸದಸ್ಯರು, ಸ್ನೇಹಿತರು ಹಾಗೂ ವಿದ್ಯಾರ್ಥಿ ವರ್ಗ ಹರ್ಷ ವ್ಯಕ್ತಪಡಿಸಿ ಅಭಿನಂದಿಸಿದ್ದಾರೆ.: [54, 1479, 401, 1645]
- mahila-photo: [1347, 1269, 1460, 1400]
- headline-pratibha: ಪ್ರತಿಭೆಗೆ ಎಲ್ಲೆಡೆ ಗೌರವ: ಸಿಆರ್‌ಪಿ ಆರ್.ಶ್ರೀನಿವಾಸ್: [53, 106, 892, 166]
- paper-name: ಪ್ರಜಾಕಹಳೆ: [60, 50, 156, 82]
- constitution-body: ತುಮಕೂರು: ಜಿಲ್ಲಾಡಳಿತ, ಜಿಲ್ಲಾ ಪಂಚಾಯತ್, ಮಹಾನಗರ ಪಾಲಿಕೆ, ಸಮಾಜ ಕಲ್ಯಾಣ ಇಲಾಖೆ ಸಂಯುಕ್ತಾಶ್ರಯದಲ್ಲಿ ನವೆಂಬರ್ 26ರಂದು ಜಿಲ್ಲಾ ಮಟ್ಟದ "ಭಾರತ ಸಂವಿಧಾನ ದಿನಾಚರಣೆ" ಕಾರ್ಯಕ್ರಮವನ್ನು ಆಯೋಜಿಸಲಾಗಿದೆ. ಅಂದು ಬೆಳಿಗ್ಗೆ 9-30 ಗಂಟೆಗೆ ನಗರದ ಟೌನ್‌ಹಾಲ್‌ನಲ್ಲಿರುವ ಭಾರತ ರತ್ನ ಡಾ: ಬಿ.ಆರ್. ಅಂಬೇಡ್ಕರ್ ಅವರ ಪ್ರತಿಮೆಗೆ ಮಾಲಾರ್ಪಣೆ ಮಾಡಲಾಗುವುದು. ನಂತರ ಬಿ.ಜಿ.ಎಸ್. ವೃತ್ತದ ಮೂಲಕ ಡಾ: ಬಿ.ಆರ್. ಅಂಬೇಡ್ಕರ್ ಭವನದವರೆಗೂ ಜಾಥಾ ಕಾರ್ಯಕ್ರಮ ನಡೆಯಲಿದೆ. ಬೆಳಿಗ್ಗೆ 11.30 ಗಂಟೆಗೆ ಎಂಪ್ರೆಸ್ ಕಾಲೇಜು ಸಭಾಂಗಣದಲ್ಲಿ ವೇದಿಕೆ ಕಾರ್ಯಕ್ರಮ ನಡೆಯಲಿದೆ. ಕಾರ್ಯಕ್ರಮವನ್ನು ಗೃಹ ಹಾಗೂ ಜಿಲ್ಲಾ ಉಸ್ತುವಾರಿ ಸಚಿವ ಡಾ: ಜಿ. ಪರಮೇಶ್ವರ ಉದ್ಘಾಟಿಸಲಿದ್ದಾರೆ. ನಗರ ಶಾಸಕ ಜಿ.ಬಿ. ಜ್ಯೋತಿಗಣೇಶ್ ಅಧ್ಯಕ್ಷತೆ ವಹಿಸಲಿದ್ದಾರೆ. ಡಾ: ಬಿ.ಆರ್. ಅಂಬೇಡ್ಕರ್ ರವರ ಚಿಂತನೆಗಳು ಮತ್ತು ಸಮಾನತೆ ಹೋರಾಟಗಾರ ವಿ.ಎಲ್. ನರಸಿಂಹಮೂರ್ತಿ ಅವರು ಸಂವಿಧಾನ ದಿನಾಚರಣೆ ಕುರಿತು ಉಪನ್ಯಾಸ ನೀಡಲಿದ್ದಾರೆ. ಕಾರ್ಯಕ್ರಮದಲ್ಲಿ ವಿವಿಧ ಜನಪ್ರತಿನಿಧಿಗಳು, ಅಧಿಕಾರಿಗಳು ಭಾಗವಹಿಸಲಿದ್ದು, ಸಾರ್ವಜನಿಕರು ಹೆಚ್ಚಿನ ಸಂಖ್ಯೆಯಲ್ಲಿ ಪಾಲ್ಗೊಂಡು ಕಾರ್ಯಕ್ರಮವನ್ನು ಯಶಸ್ವಿಗೊಳಿಸಬೇಕೆಂದು ಸಮಾಜ ಕಲ್ಯಾಣ ಇಲಾಖೆ ಜಂಟಿ ನಿರ್ದೇಶಕ ಎನ್. ಕೃಷ್ಣಪ್ಪ ತಿಳಿಸಿದ್ದಾರೆ.: [1119, 175, 1460, 456]
- ajeeva-title: ಆಜೀವ ಸದಸ್ಯರ ಸಭೆ: [53, 2188, 402, 2221]
- traders-col1-top: ತುಮಕೂರು: ಎಂ.ಎನ್.ಸಿ ಕಂಪನಿಗಳ ಪೈಪೋಟಿಯ ನಡುವೆ ಬೀದಿಬದಿ ವ್ಯಾಪಾರಿಗಳ ವ್ಯವಹಾರ, ಬದುಕನ್ನು ಕಟ್ಟಿಕೊಳ್ಳುವುದು ಕಷ್ಟವಾಗುತ್ತಿದೆ. ಆನ್‌ಲೈನ್‌ನಲ್ಲಿ ಗ್ರಾಹಕರಿಗೆ ಹಣ್ಣುಗಳು, ತರಕಾರಿ, ಬಟ್ಟೆ ಮಾರಾಟ ಮಾಡುವ ಎಂ.ಎನ್.ಸಿ ಕಂಪನಿಗಳು ಸಣ್ಣ ವ್ಯಾಪಾರಿಗಳ ವ್ಯವಹಾರಕ್ಕೆ ಪೆಟ್ಟು ನೀಡುತ್ತಿವೆ. ದಿನಸಿ ವಸ್ತುಗಳನ್ನು ಮನೆ ಬಾಗಿಲಿಗೆ ತಲುಪಿಸುವ ಕಂಪನಿಗಳಿಂದ ಬೀದಿಬದಿ ವ್ಯಾಪಾರಿಗಳಿಗೆ ಸಂಕಷ್ಟ ಎದುರಾಗಿದೆ.: [411, 2161, 644, 2308]
- rajyotsava-col2: ಚಿಕ್ಕಬಳ್ಳಾಪುರ, ಅಲ್ಲಿ ಕನ್ನಡ ಜನಾಂಗದ ಉದಯ, ಇದೇ ಈ ನಾಡಿನ ಪ್ರತಿಯೊಂದು ಕಲ್ಲು, ನದಿ, ಪರ್ವತ "ನಾಡು ಕನ್ನಡ" ಎಂದು ಕೂಗುವಂತಿದೆ. ಕರ್ನಾಟಕದಂತಹ ಸುಂದರ ಪ್ರಕೃತಿಯನ್ನು ಹೊಂದಿರುವ ರಾಜ್ಯ ಮತ್ತೊಂದಿಲ್ಲ. ವಿಶ್ವಕವಿ ಕುವೆಂಪು ರವರ ಹಾಗೂ ಕನ್ನಡದ ಶ್ರೇಷ್ಠ ಸಾಹಿತಿಗಳ ನಾಡು ಇದು. ಅದು ಸಂಗೀತವೂ ಹೌದು, ಕ್ರಾಂತಿಯೂ ಹೌದು. ಹೊಯ್ಸಳರ ವಿಷ್ಣುವರ್ಧನ ಮತ್ತು ಬೇಲೂರು ಹಳೇಬೀಡು ವಾಸ್ತುಶಿಲ್ಪ ಮತ್ತು ಧರ್ಮದ ವೈವಿಧ್ಯತೆಯನ್ನು ಕಟ್ಟಿಕೊಟ್ಟ ನಾಡು. ಬಸವಣ್ಣ ಅಲ್ಲಮಪ್ರಭು ಮತ್ತು ಅಕ್ಕಮಹಾದೇವಿ ಸರ್ವಜ್ಞ ಕನಕದಾಸ ಪುರಂದರದಾಸ ಮುಂತಾದ ವಚನಕಾರರು, ದಾಸರು, ಸಂತರು ನಾಡು ಕಟ್ಟಿದರು. ಕನ್ನಡ ಭಾಷೆಯ ಶಾಸ್ತ್ರೀಯ ಸ್ಥಾನಮಾನ ದೊರೆತಿರುವುದು ನಮ್ಮೆಲ್ಲರ ಹೆಮ್ಮೆ. ಈ ಸಂದರ್ಭದಲ್ಲಿ ಡಾ.ಅಂಬೇಡ್ಕರ್ ಪ್ರಚಾರ ಸಮಿತಿ ಯುವ: [636, 1378, 863, 1640]
- pratibha-col3: ಪ್ರದರ್ಶನ ನೀಡಿ ಮುಂದಿನ ಹಂತಕ್ಕೆ ತಲುಪಿ ಶಾಲೆ, ಗ್ರಾಮಕ್ಕೆ ಮತ್ತು ಕ್ಲಸ್ಟರ್ ಗೆ ಒಳ್ಳೆಯ ಹೆಸರನ್ನು ತಂದು ಕೊಡಬೇಕು ಎಂದರು. ಕಾರಂಜಿ ಕಾರ್ಯಕ್ರಮದಲ್ಲಿ ಕಂಠಪಾಠ, ಚಿತ್ರಕಲೆ, ಭಕ್ತಿಗೀತೆ, ದೇಶಭಕ್ತಿಗೀತೆ, ಧಾರ್ಮಿಕ ಪಠಣ, ಕಥೆ ಹೇಳುವುದು, ಛದ್ಮವೇಷ, ರಂಗೋಲಿ ಬಿಡಿಸುವುದು, ಜಾನಪದ ನೃತ್ಯ, ಕೋಲಾಟ, ಜಾನಪದ ಗೀತೆ, ಹಾಸ್ಯ ನಾಟಕ, ಪ್ರಬಂಧ ರಚನೆ, ಕ್ವಿಜ್, ಮಾರ್ಗದರ್ಶನ, ನೃತ್ಯ ಸೇರಿದಂತೆ: [574, 386, 836, 514]
- headline-traders: ‘ಪೈಪೋಟಿಯಿಂದ ಸಣ್ಣ ವ್ಯಾಪಾರಿಗಳನ್ನು ರಕ್ಷಿಸಿ’: [612, 2098, 1257, 2149]
- constitution-title-2: ದಿನಾಚರಣೆ ಜಿಲ್ಲಾ ಮಟ್ಟದ ಕಾರ್ಯಕ್ರಮ: [1148, 139, 1432, 165]
- somanna-math-photo: [53, 543, 400, 707]
- left-rule-2: [53, 1835, 402, 1836]
- phd-title-2: ಪಿ.ಎಚ್.ಡಿ ಪದವಿ: [151, 1210, 304, 1239]
- headline-makkala: ‘ಮಕ್ಕಳ ಅಭಿರುಚಿ, ಆಸಕ್ತಿ ಪ್ರೋತ್ಸಾಹಿಸಿ’: [529, 541, 986, 584]
- makkala-photo: [636, 623, 1105, 799]
